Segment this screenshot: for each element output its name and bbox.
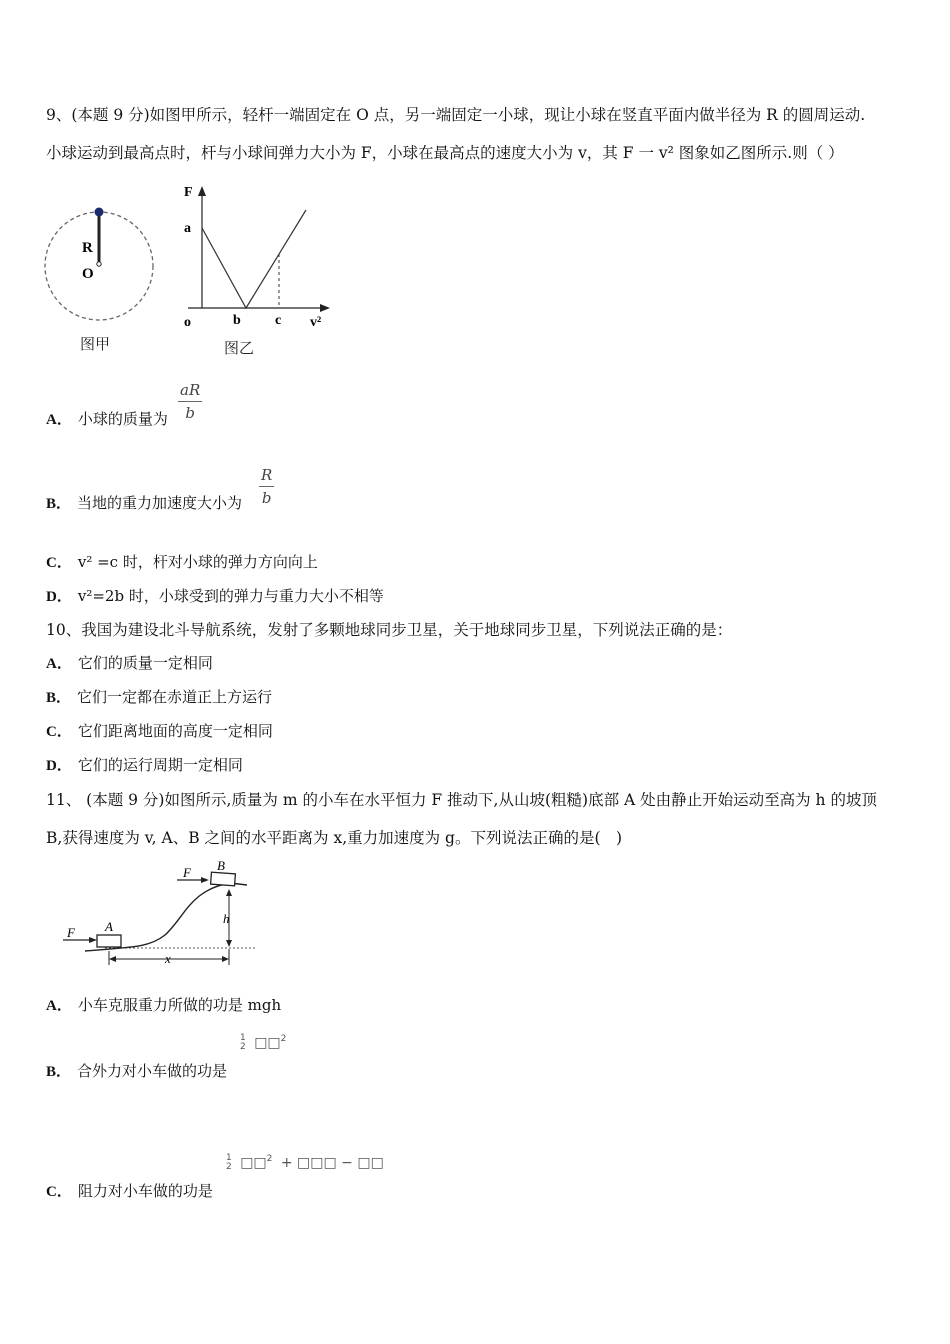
label-f-a: F	[67, 925, 75, 940]
option-letter: C．	[46, 724, 72, 740]
q10-option-c	[46, 720, 273, 741]
label-o: O	[82, 266, 94, 282]
option-letter: C．	[46, 1184, 72, 1200]
option-text: 阻力对小车做的功是	[77, 1182, 213, 1200]
label-b: B	[217, 858, 225, 873]
label-a: A	[105, 919, 113, 934]
q11-option-a	[46, 994, 281, 1015]
label-c: c	[275, 313, 282, 328]
option-letter: B．	[46, 496, 72, 512]
x-arrow-left	[109, 956, 116, 962]
cart-a	[97, 935, 121, 947]
option-text: 当地的重力加速度大小为	[77, 494, 243, 512]
q9-option-c	[46, 551, 318, 572]
fraction-numerator: aR	[178, 381, 202, 402]
figure-f-v2-graph	[178, 180, 338, 332]
q9-stem-line1: 9、(本题 9 分)如图甲所示，轻杆一端固定在 O 点，另一端固定一小球，现让小球在竖直平面内做半径为 R 的圆周运动.	[46, 106, 866, 124]
formula-half-mv2: 1 2 □□$^2$	[240, 1033, 287, 1052]
option-text: 合外力对小车做的功是	[77, 1062, 228, 1080]
q10-stem: 10、我国为建设北斗导航系统，发射了多颗地球同步卫星，关于地球同步卫星，下列说法正确的是：	[46, 621, 733, 639]
fraction-denominator: b	[261, 489, 272, 507]
q9-option-a	[46, 408, 168, 429]
v2-axis-arrow	[320, 304, 330, 312]
label-f-b: F	[183, 865, 191, 880]
q11-stem-line2: B,获得速度为 v, A、B 之间的水平距离为 x,重力加速度为 g。下列说法正确的是( )	[46, 829, 623, 847]
option-text: v² =c 时，杆对小球的弹力方向向上	[77, 553, 318, 571]
height-arrow-top	[226, 889, 232, 896]
label-r: R	[82, 240, 93, 256]
figure-circle-motion	[40, 198, 165, 328]
label-a: a	[184, 221, 191, 236]
fraction-numerator: R	[259, 466, 274, 487]
option-letter: C．	[46, 555, 72, 571]
q10-option-a	[46, 652, 213, 673]
q9-option-d	[46, 585, 384, 606]
option-letter: B．	[46, 690, 72, 706]
fraction-denominator: b	[185, 404, 195, 422]
f-v2-line	[202, 210, 306, 308]
option-text: 它们距离地面的高度一定相同	[77, 722, 273, 740]
force-arrowhead-a	[89, 937, 97, 943]
force-arrowhead-b	[201, 877, 209, 883]
pivot-o	[97, 262, 101, 266]
caption-figure-b: 图乙	[224, 339, 255, 357]
figure-slope	[55, 855, 265, 967]
q9-stem-line2: 小球运动到最高点时，杆与小球间弹力大小为 F，小球在最高点的速度大小为 v，其 F 一 v² 图象如乙图所示.则（ ）	[46, 144, 844, 162]
option-text: v²=2b 时，小球受到的弹力与重力大小不相等	[77, 587, 384, 605]
formula-work-friction: 1 2 □□$^2$ + □□□ − □□	[226, 1153, 384, 1172]
q11-stem-line1: 11、 (本题 9 分)如图所示,质量为 m 的小车在水平恒力 F 推动下,从山坡(粗糙)底部 A 处由静止开始运动至高为 h 的坡顶	[46, 791, 877, 809]
option-letter: B．	[46, 1064, 72, 1080]
fraction-ar-over-b	[178, 381, 202, 422]
option-letter: A．	[46, 412, 72, 428]
option-text: 小车克服重力所做的功是 mgh	[77, 996, 282, 1014]
cart-b	[211, 872, 236, 886]
option-text: 它们一定都在赤道正上方运行	[77, 688, 273, 706]
option-text: 小球的质量为	[77, 410, 168, 428]
label-b: b	[233, 313, 241, 328]
option-text: 它们的质量一定相同	[77, 654, 213, 672]
option-letter: A．	[46, 998, 72, 1014]
f-axis-arrow	[198, 186, 206, 196]
q11-option-c	[46, 1180, 213, 1201]
option-letter: A．	[46, 656, 72, 672]
height-arrow-bottom	[226, 940, 232, 947]
option-letter: D．	[46, 589, 72, 605]
label-h: h	[223, 911, 230, 926]
x-arrow-right	[222, 956, 229, 962]
option-text: 它们的运行周期一定相同	[77, 756, 243, 774]
label-f: F	[184, 185, 193, 200]
q9-option-b	[46, 492, 242, 513]
option-letter: D．	[46, 758, 72, 774]
caption-figure-a: 图甲	[80, 335, 111, 353]
label-v2: v²	[310, 315, 322, 330]
label-origin: o	[184, 315, 191, 330]
ball	[95, 208, 104, 217]
q10-option-d	[46, 754, 243, 775]
label-x: x	[165, 951, 171, 966]
fraction-r-over-b	[259, 466, 274, 507]
q10-option-b	[46, 686, 272, 707]
q11-option-b	[46, 1060, 227, 1081]
